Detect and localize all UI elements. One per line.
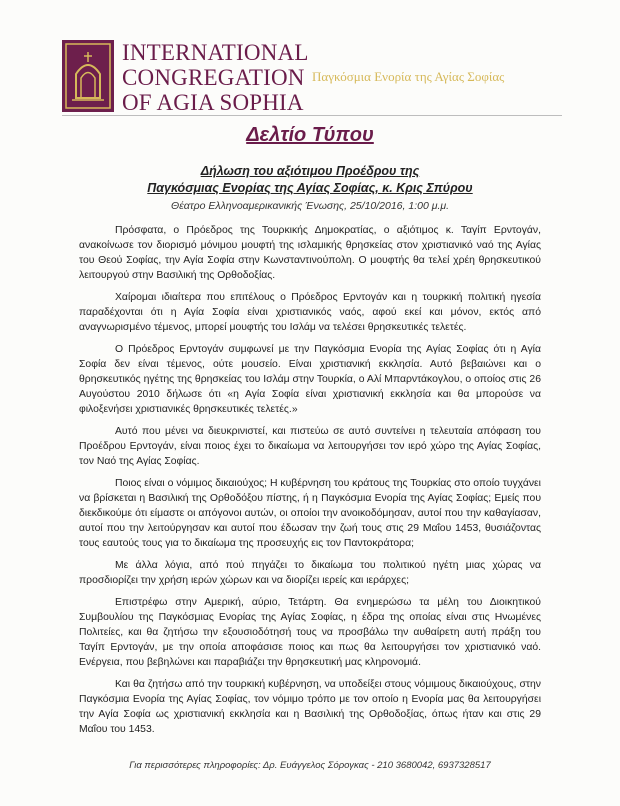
venue-date-line: Θέατρο Ελληνοαμερικανικής Ένωσης, 25/10/2016, 1:00 μ.μ. xyxy=(170,200,450,212)
header-divider xyxy=(62,115,562,116)
paragraph: Επιστρέφω στην Αμερική, αύριο, Τετάρτη. Θα ενημερώσω τα μέλη του Διοικητικού Συμβουλίου της Παγκόσμιας Ενορίας της Αγίας Σοφίας, η έδρα της οποίας είναι στις Ηνωμένες Πολιτείες, και θα ζητήσω την εξουσιοδότησή τους να προσβάλω την αυθαίρετη αυτή πράξη του Ταγίπ Ερντογάν, με την οποία αποφάσισε ποιος και πως θα λειτουργήσει τον χριστιανικό ναό. Ενέργεια, που βεβηλώνει και παραβιάζει την θρησκευτική μας κληρονομιά. xyxy=(79,597,541,668)
paragraph: Αυτό που μένει να διευκρινιστεί, και πιστεύω σε αυτό συντείνει η τελευταία απόφαση του Προέδρου Ερντογάν, είναι ποιος έχει το δικαίωμα να λειτουργήσει τον ιερό χώρο της Αγίας Σοφίας, τον Ναό της Αγίας Σοφίας. xyxy=(79,426,541,467)
paragraph: Και θα ζητήσω από την τουρκική κυβέρνηση, να υποδείξει στους νόμιμους δικαιούχους, στην Παγκόσμια Ενορία της Αγίας Σοφίας, τον νόμιμο τρόπο με τον οποίο η Ενορία μας θα λειτουργήσει την Αγία Σοφία ως χριστιανική εκκλησία και η Βασιλική της Ορθοδοξίας, όπως ήταν και στις 29 Μαΐου του 1453. xyxy=(79,679,541,735)
org-name-line-3: OF AGIA SOPHIA xyxy=(122,90,304,115)
paragraph: Ο Πρόεδρος Ερντογάν συμφωνεί με την Παγκόσμια Ενορία της Αγίας Σοφίας ότι η Αγία Σοφία δεν είναι τέμενος, ούτε μουσείο. Είναι χριστιανική εκκλησία. Αυτό βεβαιώνει και ο θρησκευτικός ηγέτης της θρησκείας του Ισλάμ στην Τουρκία, ο Αλί Μπαρντάκογλου, ο οποίος στις 26 Αυγούστου 2010 δήλωσε ότι «η Αγία Σοφία είναι χριστιανική εκκλησία και θα μπορούσε να φιλοξενήσει χριστιανικές θρησκευτικές τελετές.» xyxy=(79,344,541,415)
organization-subtitle: Παγκόσμια Ενορία της Αγίας Σοφίας xyxy=(312,69,505,84)
organization-name xyxy=(122,40,309,115)
document-subtitle-line-2: Παγκόσμιας Ενορίας της Αγίας Σοφίας, κ. Κρις Σπύρου xyxy=(147,181,473,195)
church-dome-icon xyxy=(62,40,114,112)
logo-graphic xyxy=(62,40,114,112)
paragraph: Ποιος είναι ο νόμιμος δικαιούχος; Η κυβέρνηση του κράτους της Τουρκίας στο οποίο τυγχάνει να βρίσκεται η Βασιλική της Ορθοδόξου πίστης, ή η Παγκόσμια Ενορία της Αγίας Σοφίας; Εμείς που διεκδικούμε ότι είμαστε οι απόγονοι αυτών, οι οποίοι την ανοικοδόμησαν, αυτοί που την καθαγίασαν, αυτοί που την λειτούργησαν και αυτοί που έδωσαν την ζωή τους στις 29 Μαΐου 1453, θυσιάζοντας τους εαυτούς τους για το δικαίωμα της προσευχής εις τον Παντοκράτορα; xyxy=(79,478,541,549)
paragraph: Με άλλα λόγια, από πού πηγάζει το δικαίωμα του πολιτικού ηγέτη μιας χώρας να προσδιορίζει την χρήση ιερών χώρων και να διορίζει ιερείς και ιεράρχες; xyxy=(79,560,541,586)
document-subtitle-line-1: Δήλωση του αξιότιμου Προέδρου της xyxy=(200,164,420,178)
document-body xyxy=(79,223,541,744)
contact-footer: Για περισσότερες πληροφορίες: Δρ. Ευάγγελος Σόρογκας - 210 3680042, 6937328517 xyxy=(129,760,491,771)
paragraph: Πρόσφατα, ο Πρόεδρος της Τουρκικής Δημοκρατίας, ο αξιότιμος κ. Ταγίπ Ερντογάν, ανακοίνωσε τον διορισμό μόνιμου μουφτή της ισλαμικής θρησκείας στον χριστιανικό ναό της Αγίας του Θεού Σοφίας, την Αγία Σοφία στην Κωνσταντινούπολη. Ο μουφτής θα τελεί χρέη θρησκευτικού λειτουργού στην Βασιλική της Ορθοδοξίας. xyxy=(79,225,541,281)
document-title: Δελτίο Τύπου xyxy=(246,124,374,146)
paragraph: Χαίρομαι ιδιαίτερα που επιτέλους ο Πρόεδρος Ερντογάν και η τουρκική πολιτική ηγεσία παραδέχονται ότι η Αγία Σοφία είναι χριστιανικός ναός, αφού εκεί και μόνον, εκτός από αναγνωρισμένο τέμενος, μπορεί μουφτής του Ισλάμ να τελέσει θρησκευτικές τελετές. xyxy=(79,292,541,333)
org-name-line-1: INTERNATIONAL xyxy=(122,40,309,65)
letterhead xyxy=(62,40,562,130)
org-name-line-2: CONGREGATION xyxy=(122,65,305,90)
